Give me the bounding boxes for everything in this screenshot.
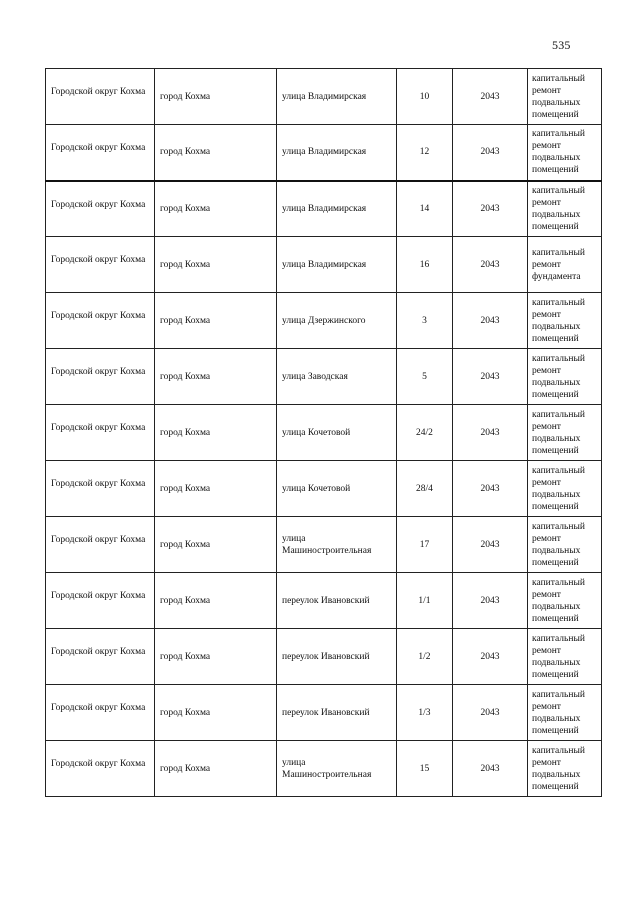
house-number-cell: 10 (397, 69, 453, 125)
city-cell: город Кохма (155, 573, 277, 629)
year-cell: 2043 (453, 405, 528, 461)
district-cell: Городской округ Кохма (46, 349, 155, 405)
city-cell: город Кохма (155, 349, 277, 405)
table-row (46, 293, 602, 349)
house-number-cell: 15 (397, 741, 453, 797)
city-cell: город Кохма (155, 517, 277, 573)
year-cell: 2043 (453, 293, 528, 349)
table-row (46, 741, 602, 797)
district-cell: Городской округ Кохма (46, 629, 155, 685)
table-row (46, 685, 602, 741)
district-cell: Городской округ Кохма (46, 405, 155, 461)
street-cell: улица Машиностроительная (277, 741, 397, 797)
work-type-cell: капитальный ремонт подвальных помещений (528, 125, 602, 181)
district-cell: Городской округ Кохма (46, 685, 155, 741)
district-cell: Городской округ Кохма (46, 237, 155, 293)
year-cell: 2043 (453, 69, 528, 125)
work-type-cell: капитальный ремонт подвальных помещений (528, 69, 602, 125)
table-row (46, 629, 602, 685)
page-number: 535 (552, 38, 571, 52)
work-type-cell: капитальный ремонт подвальных помещений (528, 741, 602, 797)
work-type-cell: капитальный ремонт подвальных помещений (528, 685, 602, 741)
table-row (46, 349, 602, 405)
house-number-cell: 1/2 (397, 629, 453, 685)
district-cell: Городской округ Кохма (46, 181, 155, 237)
house-number-cell: 17 (397, 517, 453, 573)
street-cell: улица Дзержинского (277, 293, 397, 349)
work-type-cell: капитальный ремонт подвальных помещений (528, 181, 602, 237)
district-cell: Городской округ Кохма (46, 573, 155, 629)
year-cell: 2043 (453, 741, 528, 797)
year-cell: 2043 (453, 181, 528, 237)
year-cell: 2043 (453, 517, 528, 573)
year-cell: 2043 (453, 573, 528, 629)
street-cell: улица Владимирская (277, 125, 397, 181)
house-number-cell: 14 (397, 181, 453, 237)
city-cell: город Кохма (155, 405, 277, 461)
street-cell: улица Кочетовой (277, 405, 397, 461)
city-cell: город Кохма (155, 125, 277, 181)
table-row (46, 125, 602, 181)
housing-repair-table (45, 68, 602, 797)
street-cell: переулок Ивановский (277, 629, 397, 685)
table-row (46, 517, 602, 573)
work-type-cell: капитальный ремонт подвальных помещений (528, 517, 602, 573)
city-cell: город Кохма (155, 741, 277, 797)
table-row (46, 405, 602, 461)
house-number-cell: 1/3 (397, 685, 453, 741)
street-cell: улица Владимирская (277, 181, 397, 237)
city-cell: город Кохма (155, 237, 277, 293)
city-cell: город Кохма (155, 685, 277, 741)
work-type-cell: капитальный ремонт подвальных помещений (528, 293, 602, 349)
street-cell: переулок Ивановский (277, 573, 397, 629)
house-number-cell: 24/2 (397, 405, 453, 461)
house-number-cell: 12 (397, 125, 453, 181)
table-row (46, 237, 602, 293)
year-cell: 2043 (453, 461, 528, 517)
street-cell: улица Машиностроительная (277, 517, 397, 573)
work-type-cell: капитальный ремонт подвальных помещений (528, 405, 602, 461)
year-cell: 2043 (453, 125, 528, 181)
district-cell: Городской округ Кохма (46, 517, 155, 573)
city-cell: город Кохма (155, 461, 277, 517)
house-number-cell: 1/1 (397, 573, 453, 629)
house-number-cell: 28/4 (397, 461, 453, 517)
city-cell: город Кохма (155, 293, 277, 349)
street-cell: улица Заводская (277, 349, 397, 405)
work-type-cell: капитальный ремонт подвальных помещений (528, 349, 602, 405)
street-cell: улица Владимирская (277, 237, 397, 293)
work-type-cell: капитальный ремонт подвальных помещений (528, 629, 602, 685)
street-cell: улица Кочетовой (277, 461, 397, 517)
year-cell: 2043 (453, 685, 528, 741)
district-cell: Городской округ Кохма (46, 125, 155, 181)
year-cell: 2043 (453, 629, 528, 685)
table-row (46, 573, 602, 629)
district-cell: Городской округ Кохма (46, 293, 155, 349)
work-type-cell: капитальный ремонт подвальных помещений (528, 573, 602, 629)
street-cell: переулок Ивановский (277, 685, 397, 741)
table-row (46, 69, 602, 125)
work-type-cell: капитальный ремонт подвальных помещений (528, 461, 602, 517)
table-row (46, 181, 602, 237)
house-number-cell: 5 (397, 349, 453, 405)
house-number-cell: 16 (397, 237, 453, 293)
city-cell: город Кохма (155, 69, 277, 125)
house-number-cell: 3 (397, 293, 453, 349)
table-row (46, 461, 602, 517)
district-cell: Городской округ Кохма (46, 741, 155, 797)
city-cell: город Кохма (155, 629, 277, 685)
street-cell: улица Владимирская (277, 69, 397, 125)
year-cell: 2043 (453, 237, 528, 293)
year-cell: 2043 (453, 349, 528, 405)
city-cell: город Кохма (155, 181, 277, 237)
work-type-cell: капитальный ремонт фундамента (528, 237, 602, 293)
district-cell: Городской округ Кохма (46, 461, 155, 517)
table-body (46, 69, 602, 797)
district-cell: Городской округ Кохма (46, 69, 155, 125)
